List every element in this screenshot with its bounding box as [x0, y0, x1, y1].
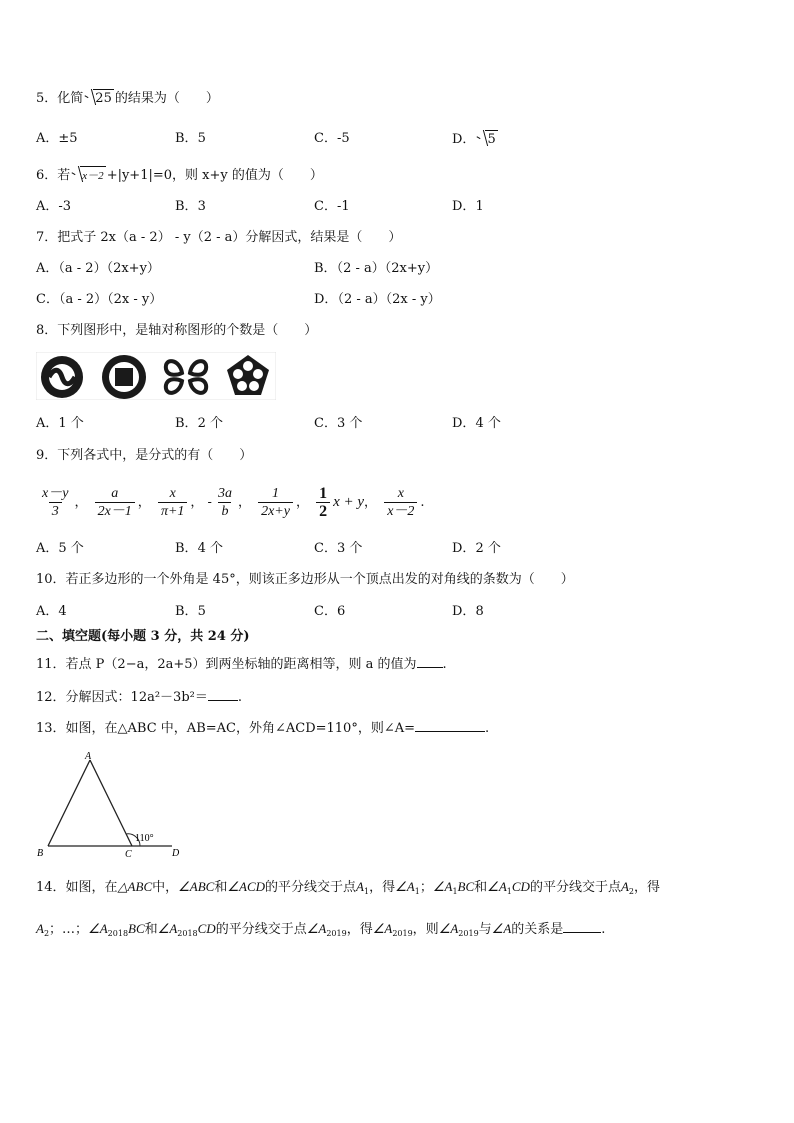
option-d: D．2 个	[452, 541, 501, 556]
option-c: C．-1	[314, 199, 350, 214]
option-b: B．2 个	[175, 416, 223, 431]
question-13: 13．如图，在△ABC 中，AB=AC，外角∠ACD=110°，则∠A= .	[36, 721, 490, 736]
option-b: B．4 个	[175, 541, 223, 556]
question-14-line-2: $A_2$；…；$\angle A_{2018}BC$和$\angle A_{2018}CD$的平分线交于点$\angle A_{2019}$，得$\angle A_{2019}$，则$\angle A_{2019}$与∠A的关系是 .	[36, 921, 606, 938]
question-11: 11．若点 P（2−a，2a+5）到两坐标轴的距离相等，则 a 的值为 .	[36, 657, 447, 672]
question-14-line-1: 14．如图，在△ABC中，∠ABC和∠ACD的平分线交于点$A_1$，得$\angle A_1$；$\angle A_1BC$和$\angle A_1CD$的平分线交于点$A_2$，得	[36, 879, 661, 896]
question-10: 10．若正多边形的一个外角是 45°，则该正多边形从一个顶点出发的对角线的条数为（ ）	[36, 572, 574, 587]
option-b: B．5	[175, 131, 206, 146]
symmetry-figures	[36, 352, 276, 400]
section-title: 二、填空题(每小题 3 分，共 24 分)	[36, 629, 250, 644]
question-12: 12．分解因式：12a²－3b²＝ .	[36, 690, 242, 705]
question-5: 5．化简 25 的结果为（ ）	[36, 91, 219, 106]
label-b: B	[37, 848, 44, 859]
option-b: B．3	[175, 199, 206, 214]
option-d: D．4 个	[452, 416, 501, 431]
triangle-figure	[34, 750, 194, 862]
option-d: D． 5	[452, 132, 496, 147]
option-c: C．3 个	[314, 416, 363, 431]
option-a: A．5 个	[36, 541, 84, 556]
label-a: A	[85, 751, 92, 762]
option-a: A．±5	[36, 131, 78, 146]
fraction-6: $\frac{1}{2}$	[316, 485, 330, 520]
question-6: 6．若 x－2 +|y+1|=0，则 x+y 的值为（ ）	[36, 168, 323, 183]
option-c: C．-5	[314, 131, 350, 146]
figure-2	[102, 355, 146, 399]
fraction-2: $\frac{a}{2x-1}$	[95, 485, 135, 520]
fraction-1: $\frac{x-y}{3}$	[42, 486, 69, 519]
option-a: A．1 个	[36, 416, 84, 431]
sqrt-symbol: 25	[84, 89, 114, 108]
fraction-4: $\frac{3a}{b}$	[217, 486, 232, 519]
label-c: C	[125, 849, 132, 860]
question-8: 8．下列图形中，是轴对称图形的个数是（ ）	[36, 323, 318, 338]
figure-3	[166, 361, 206, 393]
option-c: C．（a - 2）（2x - y）	[36, 292, 163, 307]
option-d: D．8	[452, 604, 484, 619]
answer-blank	[208, 688, 238, 701]
angle-label: 110°	[135, 833, 154, 844]
fraction-3: $\frac{x}{\pi+1}$	[158, 485, 187, 520]
option-d: D．1	[452, 199, 484, 214]
option-c: C．6	[314, 604, 346, 619]
answer-blank	[563, 920, 601, 933]
fraction-list: $\frac{x-y}{3}$ ， $\frac{a}{2x-1}$ ， $\frac{x}{\pi+1}$ ， - $\frac{3a}{b}$ ， $\frac{1}{2x+y}$ ， $\frac{1}{2}$ x + y， $\frac{x}{x-2}$ .	[36, 482, 425, 523]
option-b: B．5	[175, 604, 206, 619]
question-9: 9．下列各式中，是分式的有（ ）	[36, 448, 253, 463]
option-d: D．（2 - a）（2x - y）	[314, 292, 441, 307]
figure-4	[227, 355, 269, 395]
answer-blank	[415, 719, 485, 732]
question-7: 7．把式子 2x（a - 2） - y（2 - a）分解因式，结果是（ ）	[36, 230, 402, 245]
sqrt-symbol: 5	[476, 130, 497, 149]
option-a: A．（a - 2）（2x+y）	[36, 261, 160, 276]
label-d: D	[172, 848, 180, 859]
question-number: 5．	[36, 91, 58, 106]
option-c: C．3 个	[314, 541, 363, 556]
fraction-5: $\frac{1}{2x+y}$	[258, 485, 293, 520]
figure-1	[41, 356, 83, 398]
sqrt-symbol: x－2	[71, 166, 105, 185]
option-a: A．-3	[36, 199, 72, 214]
option-b: B．（2 - a）（2x+y）	[314, 261, 439, 276]
fraction-7: $\frac{x}{x-2}$	[384, 485, 417, 520]
option-a: A．4	[36, 604, 67, 619]
answer-blank	[417, 655, 443, 668]
